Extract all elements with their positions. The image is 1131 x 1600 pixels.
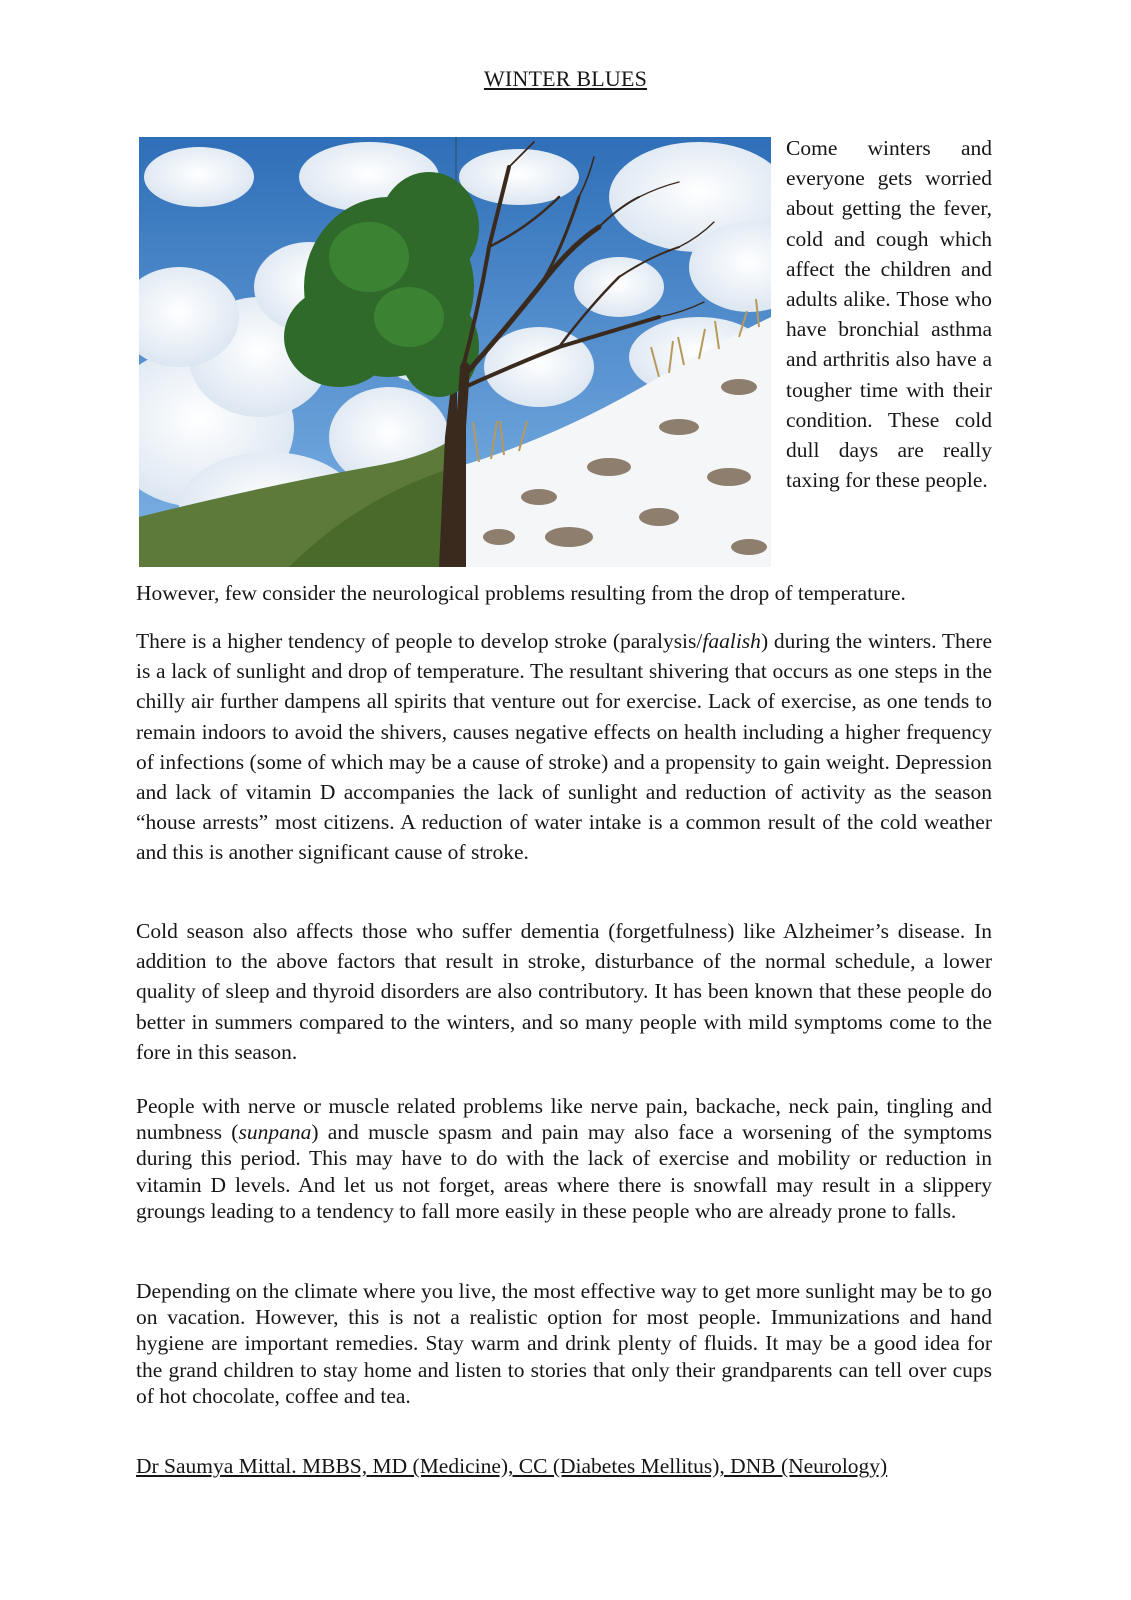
summer-winter-tree-photo-icon [139,137,771,567]
page-title: WINTER BLUES [483,66,648,91]
however-paragraph: However, few consider the neurological problems resulting from the drop of temperature. [136,581,906,605]
nerve-text-end: ) and muscle spasm and pain may also face a worsening of the symptoms during this period. This may have to do with the lack of exercise and mobility or reduction in vitamin D levels. And let us not forget, areas where there is snowfall may result in a slippery groungs leading to a tendency to fall more easily in these people who are already prone to falls. [136,1120,992,1223]
nerve-paragraph [136,1093,992,1224]
climate-paragraph: Depending on the climate where you live, the most effective way to get more sunlight may be to go on vacation. However, this is not a realistic option for most people. Immunizations and hand hygiene are important remedies. Stay warm and drink plenty of fluids. It may be a good idea for the grand children to stay home and listen to stories that only their grandparents can tell over cups of hot chocolate, coffee and tea. [136,1279,992,1408]
stroke-text-end: ) during the winters. There is a lack of sunlight and drop of temperature. The resultant shivering that occurs as one steps in the chilly air further dampens all spirits that venture out for exercise. Lack of exercise, as one tends to remain indoors to avoid the shivers, causes negative effects on health including a higher frequency of infections (some of which may be a cause of stroke) and a propensity to gain weight. Depression and lack of vitamin D accompanies the lack of sunlight and reduction of activity as the season “house arrests” most citizens. A reduction of water intake is a common result of the cold weather and this is another significant cause of stroke. [136,629,992,865]
stroke-text-start: There is a higher tendency of people to develop stroke (paralysis/ [136,629,703,653]
intro-paragraph: Come winters and everyone gets worried about getting the fever, cold and cough which affect the children and adults alike. Those who have bronchial asthma and arthritis also have a tougher time with their condition. These cold dull days are really taxing for these people. [786,136,992,493]
nerve-italic-term: sunpana [238,1120,312,1145]
summer-winter-tree-image [139,137,771,567]
stroke-italic-term: faalish [702,629,761,653]
dementia-paragraph: Cold season also affects those who suffer dementia (forgetfulness) like Alzheimer’s disease. In addition to the above factors that result in stroke, disturbance of the normal schedule, a lower quality of sleep and thyroid disorders are also contributory. It has been known that these people do better in summers compared to the winters, and so many people with mild symptoms come to the fore in this season. [136,919,992,1064]
stroke-paragraph [136,626,992,868]
author-signature: Dr Saumya Mittal. MBBS, MD (Medicine), CC (Diabetes Mellitus), DNB (Neurology) [136,1454,888,1478]
nerve-text-start: People with nerve or muscle related problems like nerve pain, backache, neck pain, tingling and numbness ( [136,1094,992,1145]
